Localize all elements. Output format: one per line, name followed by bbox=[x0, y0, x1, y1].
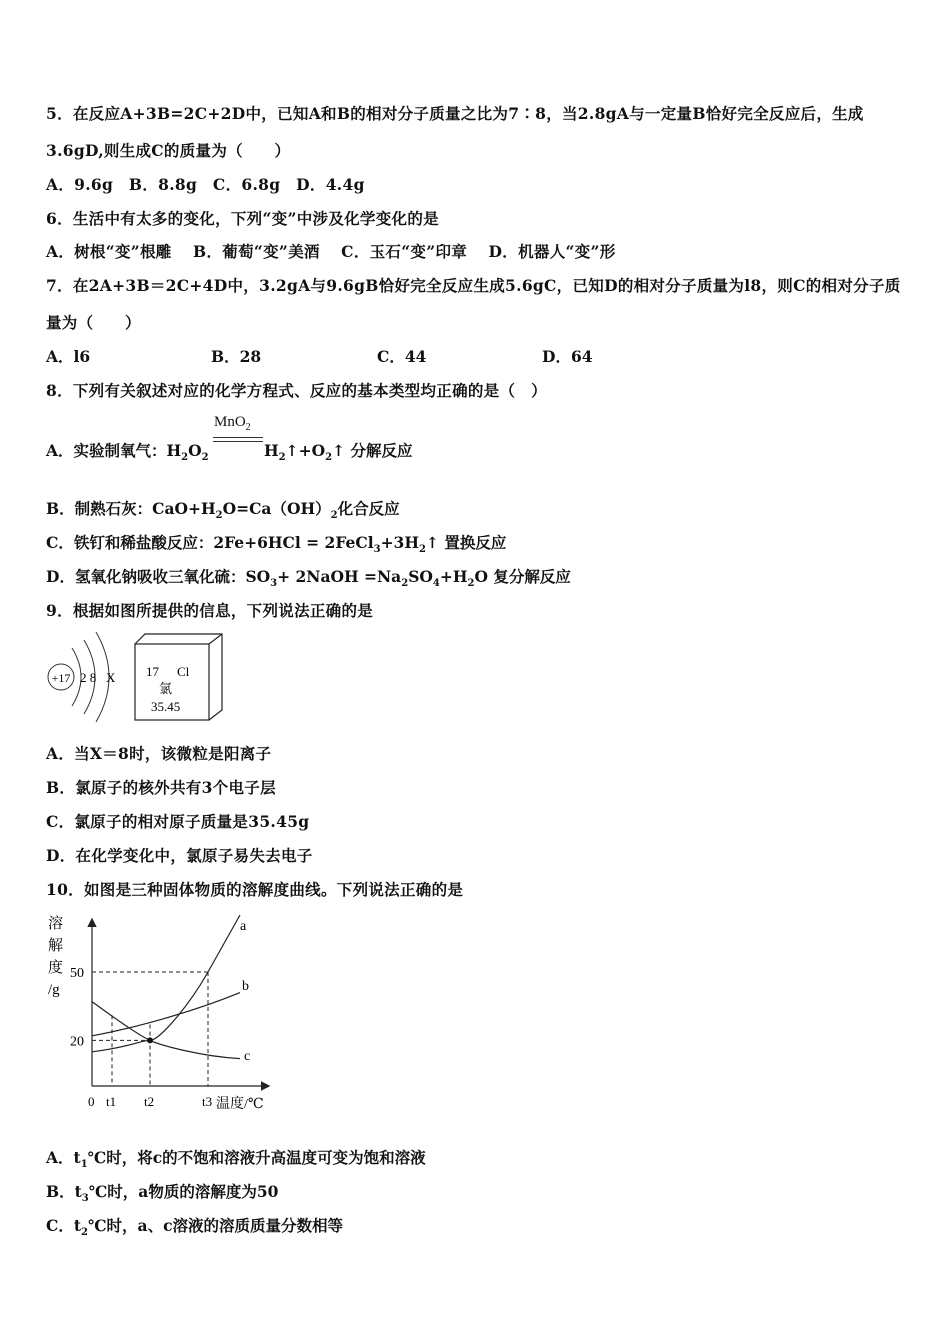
equation-line-bottom bbox=[213, 441, 263, 442]
q6-options: A．树根“变”根雕 B．葡萄“变”美酒 C．玉石“变”印章 D．机器人“变”形 bbox=[46, 242, 616, 261]
y-label-char: 溶 bbox=[48, 916, 64, 932]
tick-labels bbox=[70, 966, 212, 1109]
q5-line1: 5．在反应A+3B=2C+2D中，已知A和B的相对分子质量之比为7∶8，当2.8gA与一定量B恰好完全反应后，生成 bbox=[46, 104, 864, 123]
q8-option-c: C．铁钉和稀盐酸反应：$2Fe+6HCl = 2FeCl_3+3H_2↑$ 置换反应 bbox=[46, 533, 507, 556]
x-tick-label: t1 bbox=[106, 1094, 117, 1109]
equation-line-top bbox=[213, 437, 263, 438]
q9-option-c: C．氯原子的相对原子质量是35.45g bbox=[46, 812, 310, 831]
q5-line2: 3.6gD,则生成C的质量为（ ） bbox=[46, 141, 291, 160]
q9-stem: 9．根据如图所提供的信息，下列说法正确的是 bbox=[46, 601, 374, 620]
q7-option-b: B．28 bbox=[211, 347, 262, 366]
y-label-char: 解 bbox=[48, 938, 64, 954]
q7-line2: 量为（ ） bbox=[46, 313, 141, 332]
origin-label: 0 bbox=[88, 1094, 95, 1109]
q7-option-a: A．l6 bbox=[46, 347, 91, 366]
nucleus-charge: +17 bbox=[51, 671, 71, 685]
x-axis-label: 温度/℃ bbox=[216, 1097, 264, 1112]
q9-option-b: B．氯原子的核外共有3个电子层 bbox=[46, 778, 276, 797]
q10-option-a: A．$t_1℃$时，将c的不饱和溶液升高温度可变为饱和溶液 bbox=[46, 1148, 426, 1171]
element-symbol: Cl bbox=[177, 664, 190, 679]
q10-option-c: C．$t_2℃$时，a、c溶液的溶质质量分数相等 bbox=[46, 1216, 344, 1239]
q7-option-d: D．64 bbox=[542, 347, 593, 366]
q7-option-c: C．44 bbox=[377, 347, 427, 366]
intersection-point bbox=[147, 1037, 153, 1043]
atomic-mass: 35.45 bbox=[151, 699, 181, 714]
element-cell bbox=[135, 634, 222, 720]
atomic-number: 17 bbox=[146, 664, 159, 679]
solubility-chart bbox=[40, 910, 280, 1120]
q6-stem: 6．生活中有太多的变化，下列“变”中涉及化学变化的是 bbox=[46, 209, 439, 228]
x-tick-label: t3 bbox=[202, 1094, 213, 1109]
q8-option-a-reactants: A．实验制氧气：$H_2O_2$ bbox=[46, 441, 209, 464]
y-label-char: 度 bbox=[48, 960, 64, 976]
q8-stem: 8．下列有关叙述对应的化学方程式、反应的基本类型均正确的是（ ） bbox=[46, 381, 547, 400]
q8-option-a-products: $H_2↑+O_2↑$ 分解反应 bbox=[264, 441, 413, 464]
q8-option-b: B．制熟石灰：$CaO+H_2O=Ca(OH)_2$化合反应 bbox=[46, 499, 400, 522]
chlorine-figure bbox=[40, 626, 240, 726]
y-axis-label bbox=[48, 915, 63, 998]
curve-label-a: a bbox=[240, 919, 247, 934]
curves bbox=[92, 915, 250, 1064]
q7-line1: 7．在2A+3B＝2C+4D中，3.2gA与9.6gB恰好完全反应生成5.6gC，已知D的相对分子质量为l8，则C的相对分子质 bbox=[46, 276, 901, 295]
x-tick-label: t2 bbox=[144, 1094, 155, 1109]
curve-label-b: b bbox=[242, 979, 249, 994]
shell-electrons: 2 8 bbox=[80, 670, 97, 685]
guide-lines bbox=[92, 972, 208, 1086]
q9-option-d: D．在化学变化中，氯原子易失去电子 bbox=[46, 846, 313, 865]
curve-label-c: c bbox=[244, 1049, 251, 1064]
y-label-char: /g bbox=[48, 982, 60, 998]
y-tick-label: 20 bbox=[70, 1034, 84, 1050]
q5-options: A．9.6g B．8.8g C．6.8g D．4.4g bbox=[46, 175, 365, 194]
y-tick-label: 50 bbox=[70, 966, 84, 981]
q10-option-b: B．$t_3℃$时，a物质的溶解度为50 bbox=[46, 1182, 279, 1205]
catalyst-label: MnO$_2$ bbox=[214, 414, 251, 433]
q8-option-d: D．氢氧化钠吸收三氧化硫：$SO_3+$ 2NaOH $=Na_2SO_4+H_2O$ 复分解反应 bbox=[46, 567, 571, 590]
q10-stem: 10．如图是三种固体物质的溶解度曲线。下列说法正确的是 bbox=[46, 880, 464, 899]
outer-electrons-x: X bbox=[106, 670, 116, 685]
q9-option-a: A．当X＝8时，该微粒是阳离子 bbox=[46, 744, 272, 763]
element-name: 氯 bbox=[159, 681, 173, 696]
